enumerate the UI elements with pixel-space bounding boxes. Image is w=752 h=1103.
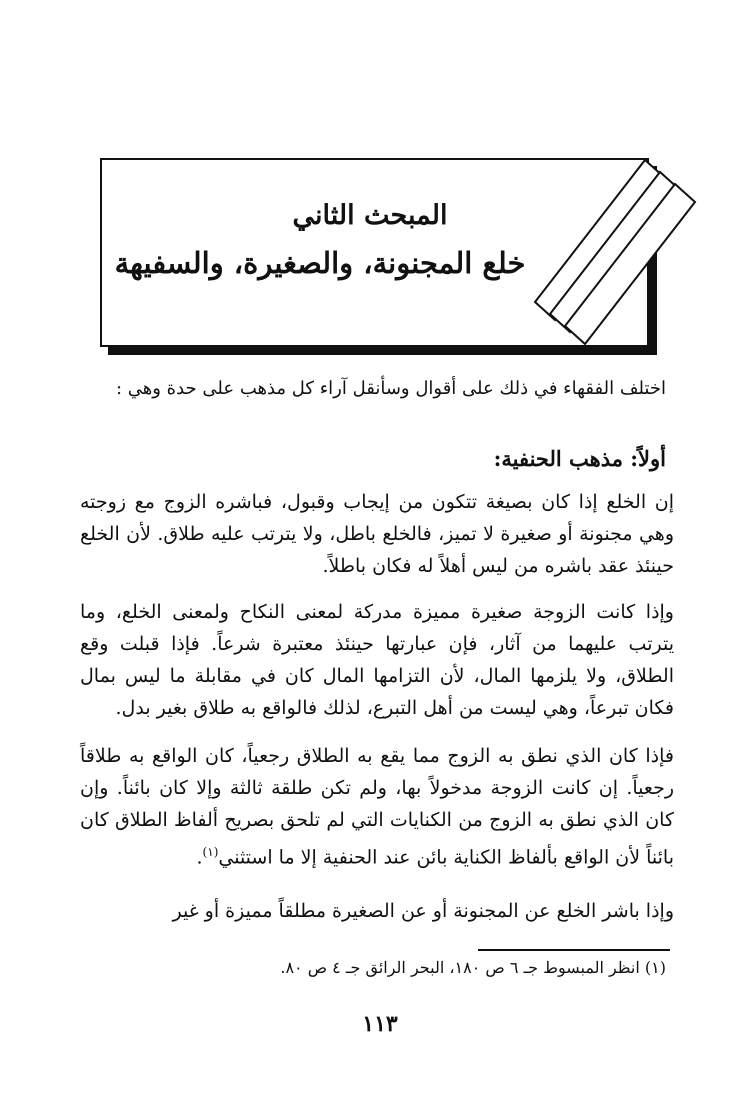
footnote-divider [478, 949, 670, 951]
footnote: (١) انظر المبسوط جـ ٦ ص ١٨٠، البحر الرائق جـ ٤ ص ٨٠. [280, 958, 666, 977]
chapter-title: المبحث الثاني [292, 200, 448, 231]
chapter-subtitle: خلع المجنونة، والصغيرة، والسفيهة [114, 246, 526, 280]
page-number: ١١٣ [362, 1011, 398, 1037]
paragraph-3: فإذا كان الذي نطق به الزوج مما يقع به الطلاق رجعياً، كان الواقع به طلاقاً رجعياً. إن كانت الزوجة مدخولاً بها، ولم تكن طلقة ثالثة وإلا كان بائناً. وإن كان الذي نطق به الزوج من الكنايات التي لم تلحق بصريح ألفاظ الطلاق كان بائناً لأن الواقع بألفاظ الكناية بائن عند الحنفية إلا ما استثني$^{(١)}$. [80, 745, 674, 869]
paragraph-2: وإذا كانت الزوجة صغيرة مميزة مدركة لمعنى النكاح ولمعنى الخلع، وما يترتب عليهما من آثار، فإن عبارتها حينئذ معتبرة شرعاً. فإذا قبلت وقع الطلاق، ولا يلزمها المال، لأن التزامها المال كان في مقابلة ما ليس بمال فكان تبرعاً، وهي ليست من أهل التبرع، لذلك فالواقع به طلاق بغير بدل. [80, 601, 674, 719]
paragraph-1: إن الخلع إذا كان بصيغة تتكون من إيجاب وقبول، فباشره الزوج مع زوجته وهي مجنونة أو صغيرة لا تميز، فالخلع باطل، ولا يترتب عليه طلاق. لأن الخلع حينئذ عقد باشره من ليس أهلاً له فكان باطلاً. [80, 491, 674, 577]
paragraph-3-text: فإذا كان الذي نطق به الزوج مما يقع به الطلاق رجعياً، كان الواقع به طلاقاً رجعياً. إن كانت الزوجة مدخولاً بها، ولم تكن طلقة ثالثة وإلا كان بائناً. وإن كان الذي نطق به الزوج من الكنايات التي لم تلحق بصريح ألفاظ الطلاق كان بائناً لأن الواقع بألفاظ الكناية بائن عند الحنفية إلا ما استثني [80, 745, 674, 869]
paragraph-4: وإذا باشر الخلع عن المجنونة أو عن الصغيرة مطلقاً مميزة أو غير [172, 900, 674, 922]
intro-text: اختلف الفقهاء في ذلك على أقوال وسأنقل آراء كل مذهب على حدة وهي : [115, 378, 666, 399]
section-heading: أولاً: مذهب الحنفية: [493, 446, 666, 471]
footnote-marker: (١) [202, 845, 219, 859]
